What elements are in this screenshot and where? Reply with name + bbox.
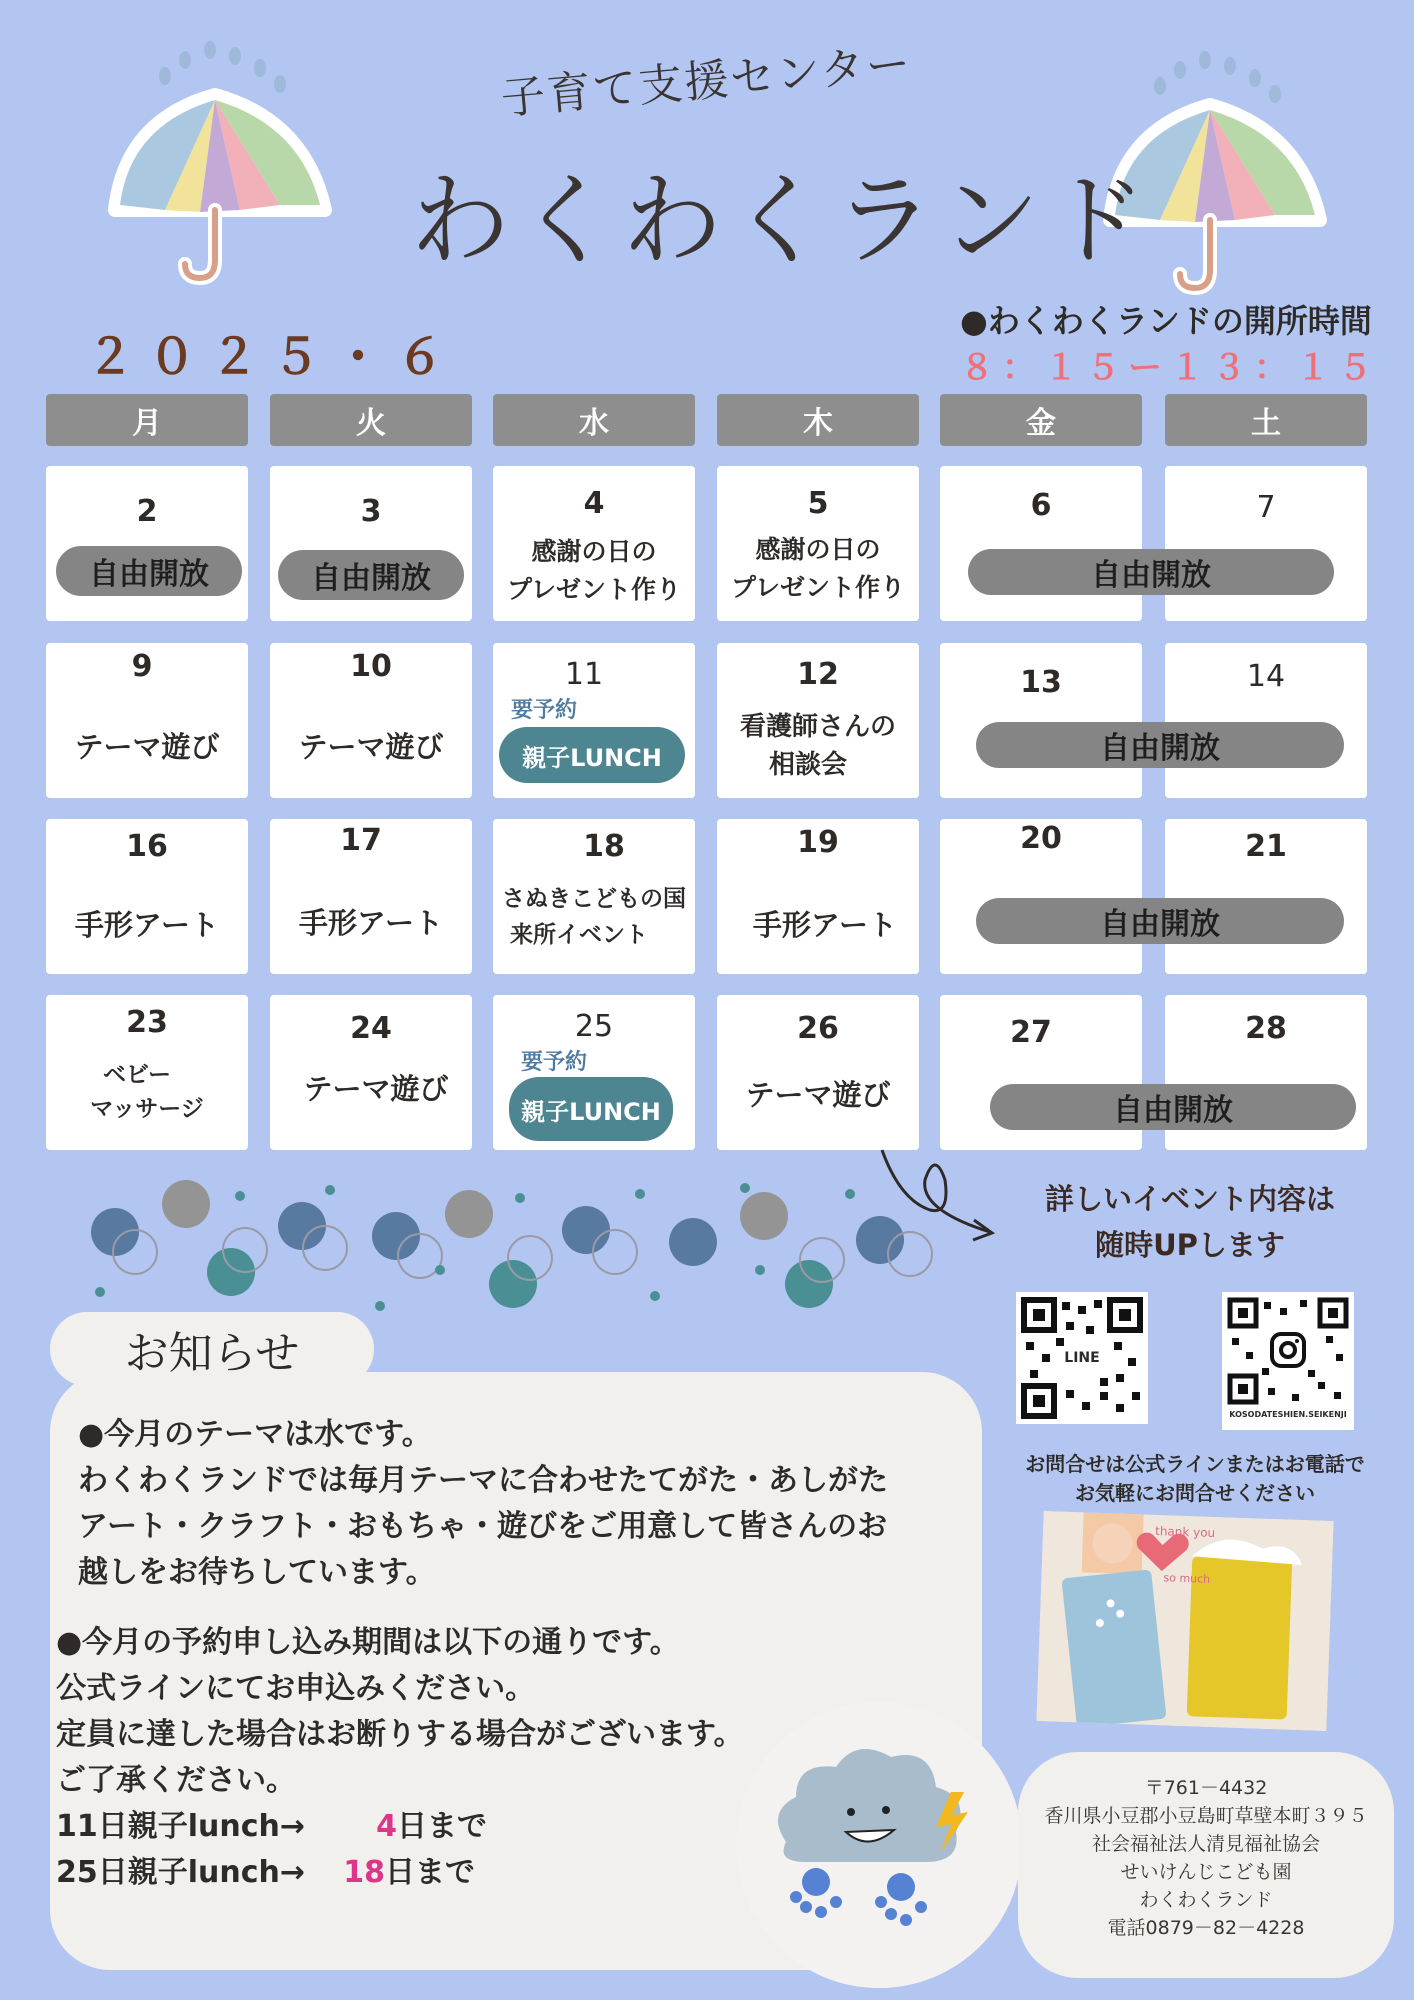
lunch-event-pill: 親子LUNCH	[499, 727, 685, 783]
notice-line: 公式ラインにてお申込みください。	[56, 1671, 536, 1706]
notice-line: アート・クラフト・おもちゃ・遊びをご用意して皆さんのお	[78, 1509, 888, 1544]
event-text: マッサージ	[90, 1096, 204, 1122]
events-note	[1020, 1176, 1360, 1268]
day-cell	[717, 995, 919, 1150]
event-pill: 自由開放	[56, 546, 242, 596]
event-text: 手形アート	[298, 906, 444, 940]
day-cell	[1165, 466, 1367, 621]
day-cell	[717, 643, 919, 798]
day-cell	[1165, 819, 1367, 974]
notice-line: 定員に達した場合はお断りする場合がございます。	[56, 1717, 744, 1752]
event-text: プレゼント作り	[506, 575, 681, 604]
day-number: 20	[1020, 821, 1062, 856]
event-text: テーマ遊び	[298, 730, 444, 764]
event-text: 手形アート	[752, 908, 898, 942]
day-cell	[940, 819, 1142, 974]
day-number: 5	[807, 486, 829, 521]
card-text: thank you	[1154, 1523, 1216, 1540]
center-subtitle: 子育て支援センター	[498, 38, 915, 125]
event-pill-weekend: 自由開放	[990, 1084, 1356, 1130]
deadline-suffix: 日まで	[385, 1855, 476, 1890]
organization-name: 社会福祉法人清見福祉協会	[1091, 1833, 1320, 1855]
day-cell	[717, 466, 919, 621]
event-pill-weekend: 自由開放	[976, 898, 1344, 944]
event-text: 感謝の日の	[755, 535, 881, 564]
day-number: 13	[1020, 665, 1062, 700]
notice-paragraph-2	[56, 1620, 744, 1896]
event-pill: 自由開放	[278, 550, 464, 600]
arrow-icon	[870, 1140, 1000, 1250]
reservation-required-label: 要予約	[511, 698, 578, 723]
reservation-deadline-1	[56, 1804, 744, 1850]
line-qr-code[interactable]	[1016, 1292, 1148, 1424]
notice-line: 越しをお待ちしています。	[78, 1555, 436, 1590]
day-number: 24	[350, 1011, 392, 1046]
day-number: 6	[1030, 488, 1052, 523]
event-text: 手形アート	[74, 908, 220, 942]
day-cell	[270, 466, 472, 621]
event-pill-weekend: 自由開放	[968, 549, 1334, 595]
weekday-sat: 土	[1165, 394, 1367, 446]
phone-number[interactable]: 電話0879－82－4228	[1107, 1917, 1305, 1939]
notice-line: ●今月の予約申し込み期間は以下の通りです。	[56, 1625, 680, 1660]
day-cell	[493, 819, 695, 974]
umbrella-left-icon	[105, 40, 335, 290]
day-number: 10	[350, 649, 392, 684]
event-text: 相談会	[768, 750, 847, 780]
weekday-wed: 水	[493, 394, 695, 446]
day-cell	[940, 466, 1142, 621]
craft-photo-image	[1036, 1511, 1333, 1731]
lunch-event-pill: 親子LUNCH	[509, 1077, 673, 1141]
day-cell	[940, 643, 1142, 798]
day-cell	[270, 995, 472, 1150]
day-number: 17	[340, 823, 382, 858]
school-name: せいけんじこども園	[1120, 1861, 1292, 1883]
cloud-handprint-photo	[736, 1702, 1022, 1988]
day-number: 23	[126, 1005, 168, 1040]
day-cell	[46, 643, 248, 798]
day-cell	[46, 995, 248, 1150]
instagram-handle: KOSODATESHIEN.SEIKENJI	[1229, 1410, 1347, 1419]
events-note-line: 随時UPします	[1095, 1228, 1285, 1262]
contact-note-line: お気軽にお問合せください	[1075, 1481, 1315, 1505]
event-pill-weekend: 自由開放	[976, 722, 1344, 768]
month-date: ２０２５・６	[86, 329, 459, 385]
reservation-deadline-2	[56, 1850, 744, 1896]
craft-photo	[1036, 1511, 1333, 1731]
day-number: 12	[797, 657, 839, 692]
address-panel	[1018, 1752, 1394, 1978]
day-number: 4	[583, 486, 605, 521]
day-number: 26	[797, 1011, 839, 1046]
day-number: 2	[136, 494, 158, 529]
deadline-day: 18	[343, 1855, 386, 1890]
event-text: 看護師さんの	[739, 712, 896, 742]
day-number: 7	[1256, 490, 1276, 525]
event-text: ベビー	[102, 1062, 172, 1088]
center-name: わくわくランド	[1139, 1889, 1273, 1911]
event-text: テーマ遊び	[745, 1078, 891, 1112]
instagram-qr-code[interactable]	[1222, 1292, 1354, 1430]
day-number: 28	[1245, 1011, 1287, 1046]
weekday-thu: 木	[717, 394, 919, 446]
weekday-mon: 月	[46, 394, 248, 446]
event-text: さぬきこどもの国	[502, 886, 686, 912]
event-text: テーマ遊び	[74, 730, 220, 764]
deadline-label: 11日親子lunch→	[56, 1809, 306, 1844]
day-number: 9	[131, 649, 153, 684]
events-note-line: 詳しいイベント内容は	[1044, 1182, 1335, 1216]
event-text: プレゼント作り	[730, 573, 905, 602]
page-title: わくわくランド	[410, 162, 1152, 279]
notice-line: わくわくランドでは毎月テーマに合わせたてがた・あしがた	[78, 1463, 888, 1498]
day-number: 27	[1010, 1015, 1052, 1050]
day-cell	[46, 819, 248, 974]
card-text: so much	[1163, 1571, 1211, 1586]
notice-tab: お知らせ	[50, 1312, 374, 1386]
day-cell	[493, 995, 695, 1150]
event-text: テーマ遊び	[303, 1072, 449, 1106]
weekday-fri: 金	[940, 394, 1142, 446]
day-number: 14	[1246, 659, 1286, 694]
day-cell	[717, 819, 919, 974]
deadline-label: 25日親子lunch→	[56, 1855, 306, 1890]
day-number: 19	[797, 825, 839, 860]
opening-hours: ８：１５ー１３：１５	[960, 348, 1380, 388]
line-label: LINE	[1054, 1348, 1110, 1368]
day-cell	[493, 643, 695, 798]
notice-line: ご了承ください。	[56, 1763, 296, 1798]
day-number: 21	[1245, 829, 1287, 864]
event-text: 感謝の日の	[531, 537, 657, 566]
day-number: 25	[574, 1009, 614, 1044]
deadline-suffix: 日まで	[397, 1809, 488, 1844]
contact-note-line: お問合せは公式ラインまたはお電話で	[1025, 1452, 1365, 1476]
day-cell	[493, 466, 695, 621]
cloud-artwork-icon	[736, 1702, 1022, 1988]
contact-note	[990, 1450, 1400, 1508]
hours-label: ●わくわくランドの開所時間	[960, 302, 1372, 340]
qr-code-icon	[1222, 1292, 1354, 1410]
notice-paragraph-1	[78, 1412, 888, 1596]
street-address: 香川県小豆郡小豆島町草壁本町３９５	[1044, 1805, 1368, 1827]
day-number: 16	[126, 829, 168, 864]
deadline-day: 4	[376, 1809, 398, 1844]
day-cell	[270, 643, 472, 798]
day-number: 18	[583, 829, 625, 864]
weekday-tue: 火	[270, 394, 472, 446]
day-cell	[46, 466, 248, 621]
postal-code: 〒761－4432	[1144, 1777, 1268, 1799]
day-cell	[1165, 643, 1367, 798]
reservation-required-label: 要予約	[521, 1050, 588, 1075]
day-number: 3	[360, 494, 382, 529]
event-text: 来所イベント	[510, 922, 648, 948]
day-cell	[270, 819, 472, 974]
notice-line: ●今月のテーマは水です。	[78, 1417, 432, 1452]
day-number: 11	[564, 657, 604, 692]
decorative-dots	[80, 1170, 940, 1320]
